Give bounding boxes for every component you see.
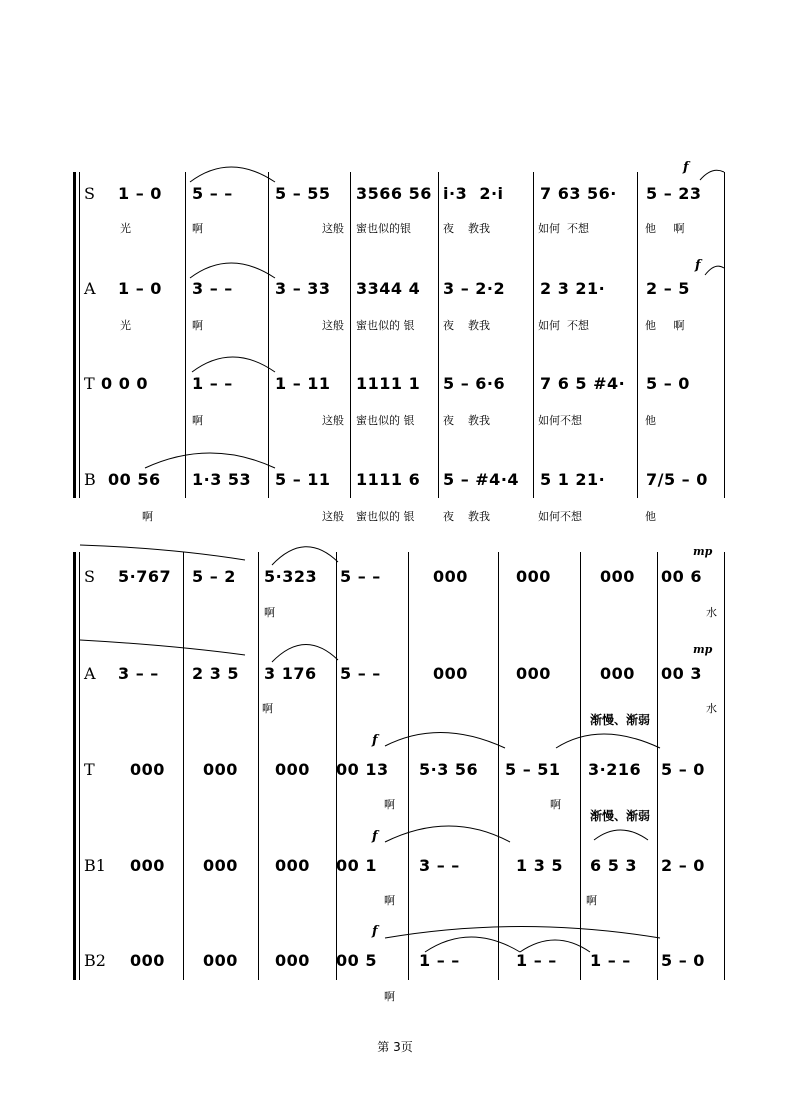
lyric: 蜜也似的 银 bbox=[356, 319, 415, 332]
slur bbox=[190, 167, 275, 182]
notes-measure: 1 – – bbox=[516, 951, 557, 970]
notes-measure: 000 bbox=[275, 856, 310, 875]
slur bbox=[385, 927, 660, 939]
notes-measure: 2 – 5 bbox=[646, 279, 690, 298]
lyric: 这般 bbox=[322, 319, 344, 332]
lyric: 啊 bbox=[384, 990, 395, 1003]
lyric: 如何 不想 bbox=[538, 319, 589, 332]
notes-measure: 6 5 3 bbox=[590, 856, 638, 875]
dynamic-marking: mp bbox=[693, 545, 713, 558]
notes-measure: 7 63 56· bbox=[540, 184, 617, 203]
lyric: 夜 教我 bbox=[443, 222, 490, 235]
notes-measure: 3·216 bbox=[588, 760, 642, 779]
lyric: 这般 bbox=[322, 222, 344, 235]
lyric: 他 啊 bbox=[645, 222, 685, 235]
expression-marking: 渐慢、渐弱 bbox=[590, 713, 651, 727]
slur bbox=[192, 357, 275, 372]
voice-label-bass: B bbox=[84, 470, 96, 489]
lyric: 啊 bbox=[142, 510, 153, 523]
notes-measure: 1111 6 bbox=[356, 470, 421, 489]
slur bbox=[700, 170, 724, 180]
notes-measure: 000 bbox=[516, 664, 551, 683]
notes-measure: 7 6 5 #4· bbox=[540, 374, 626, 393]
notes-measure: 000 bbox=[275, 951, 310, 970]
notes-measure: 000 bbox=[203, 951, 238, 970]
slur bbox=[190, 263, 275, 278]
slur bbox=[272, 644, 338, 662]
notes-measure: 00 1 bbox=[336, 856, 377, 875]
voice-label-tenor: T bbox=[84, 760, 95, 779]
slur bbox=[425, 937, 520, 952]
notes-measure: 2 3 5 bbox=[192, 664, 240, 683]
notes-measure: 2 3 21· bbox=[540, 279, 606, 298]
lyric: 啊 bbox=[384, 798, 395, 811]
notes-measure: 000 bbox=[433, 567, 468, 586]
notes-measure: 000 bbox=[203, 760, 238, 779]
notes-measure: 000 bbox=[275, 760, 310, 779]
notes-measure: 3 – 2·2 bbox=[443, 279, 506, 298]
lyric: 啊 bbox=[586, 894, 597, 907]
notes-measure: 3 176 bbox=[264, 664, 317, 683]
notes-measure: 5 – 55 bbox=[275, 184, 331, 203]
notes-measure: 5 – – bbox=[192, 184, 233, 203]
notes-measure: 000 bbox=[433, 664, 468, 683]
notes-measure: 1111 1 bbox=[356, 374, 421, 393]
notes-measure: 000 bbox=[203, 856, 238, 875]
notes-measure: 5 – 2 bbox=[192, 567, 236, 586]
notes-measure: 5 – 0 bbox=[646, 374, 690, 393]
lyric: 蜜也似的银 bbox=[356, 222, 411, 235]
notes-measure: 2 – 0 bbox=[661, 856, 705, 875]
lyric: 啊 bbox=[264, 606, 275, 619]
notes-measure: 5 – 11 bbox=[275, 470, 331, 489]
notes-measure: 000 bbox=[130, 760, 165, 779]
notes-measure: i·3 2·i bbox=[443, 184, 504, 203]
notes-measure: 000 bbox=[130, 951, 165, 970]
lyric: 如何不想 bbox=[538, 414, 582, 427]
notes-measure: 00 56 bbox=[108, 470, 161, 489]
slur bbox=[80, 545, 245, 560]
lyric: 如何不想 bbox=[538, 510, 582, 523]
lyric: 他 啊 bbox=[645, 319, 685, 332]
notes-measure: 5 – 0 bbox=[661, 951, 705, 970]
notes-measure: 5 – – bbox=[340, 567, 381, 586]
notes-measure: 5 – 0 bbox=[661, 760, 705, 779]
notes-measure: 3 – 33 bbox=[275, 279, 331, 298]
lyric: 如何 不想 bbox=[538, 222, 589, 235]
notes-measure: 00 13 bbox=[336, 760, 389, 779]
lyric: 啊 bbox=[192, 414, 203, 427]
expression-marking: 渐慢、渐弱 bbox=[590, 809, 651, 823]
notes-measure: 00 6 bbox=[661, 567, 702, 586]
lyric: 这般 bbox=[322, 510, 344, 523]
notes-measure: 1 – – bbox=[192, 374, 233, 393]
lyric: 夜 教我 bbox=[443, 414, 490, 427]
dynamic-marking: mp bbox=[693, 643, 713, 656]
dynamic-marking: f bbox=[683, 160, 689, 175]
slur bbox=[272, 547, 338, 565]
notes-measure: 1 – – bbox=[590, 951, 631, 970]
slur bbox=[385, 826, 510, 842]
voice-label-alto: A bbox=[84, 279, 96, 298]
notes-measure: 5 – #4·4 bbox=[443, 470, 520, 489]
notes-measure: 000 bbox=[516, 567, 551, 586]
notes-measure: 7/5 – 0 bbox=[646, 470, 708, 489]
slur bbox=[556, 734, 660, 748]
lyric: 啊 bbox=[192, 222, 203, 235]
lyric: 啊 bbox=[384, 894, 395, 907]
notes-measure: 1 – 0 bbox=[118, 184, 162, 203]
dynamic-marking: f bbox=[695, 258, 701, 273]
voice-label-tenor: T bbox=[84, 374, 95, 393]
slur bbox=[594, 830, 648, 840]
lyric: 水 bbox=[706, 702, 717, 715]
notes-measure: 3 – – bbox=[192, 279, 233, 298]
dynamic-marking: f bbox=[372, 733, 378, 748]
lyric: 他 bbox=[645, 414, 656, 427]
notes-measure: 000 bbox=[600, 664, 635, 683]
voice-label-bass-2: B2 bbox=[84, 951, 106, 970]
lyric: 夜 教我 bbox=[443, 510, 490, 523]
lyric: 夜 教我 bbox=[443, 319, 490, 332]
page-number: 第 3页 bbox=[377, 1040, 413, 1054]
notes-measure: 1 3 5 bbox=[516, 856, 564, 875]
lyric: 啊 bbox=[262, 702, 273, 715]
slur bbox=[520, 940, 590, 952]
slur bbox=[80, 640, 245, 655]
lyric: 光 bbox=[120, 319, 131, 332]
notes-measure: 000 bbox=[600, 567, 635, 586]
notes-measure: 5·767 bbox=[118, 567, 172, 586]
slur bbox=[145, 453, 275, 468]
lyric: 他 bbox=[645, 510, 656, 523]
lyric: 啊 bbox=[192, 319, 203, 332]
notes-measure: 5·323 bbox=[264, 567, 318, 586]
dynamic-marking: f bbox=[372, 829, 378, 844]
voice-label-soprano: S bbox=[84, 567, 95, 586]
notes-measure: 00 5 bbox=[336, 951, 377, 970]
lyric: 这般 bbox=[322, 414, 344, 427]
notes-measure: 00 3 bbox=[661, 664, 702, 683]
voice-label-bass-1: B1 bbox=[84, 856, 106, 875]
dynamic-marking: f bbox=[372, 924, 378, 939]
notes-measure: 1 – 11 bbox=[275, 374, 331, 393]
lyric: 啊 bbox=[550, 798, 561, 811]
voice-label-alto: A bbox=[84, 664, 96, 683]
lyric: 光 bbox=[120, 222, 131, 235]
notes-measure: 5 – 51 bbox=[505, 760, 561, 779]
notes-measure: 5 – 6·6 bbox=[443, 374, 506, 393]
lyric: 蜜也似的 银 bbox=[356, 510, 415, 523]
notes-measure: 3344 4 bbox=[356, 279, 421, 298]
notes-measure: 5·3 56 bbox=[419, 760, 479, 779]
notes-measure: 5 1 21· bbox=[540, 470, 606, 489]
notes-measure: 5 – 23 bbox=[646, 184, 702, 203]
notes-measure: 1 – – bbox=[419, 951, 460, 970]
notes-measure: 5 – – bbox=[340, 664, 381, 683]
lyric: 水 bbox=[706, 606, 717, 619]
notes-measure: 1·3 53 bbox=[192, 470, 252, 489]
notes-measure: 000 bbox=[130, 856, 165, 875]
slur bbox=[705, 266, 724, 275]
notes-measure: 0 0 0 bbox=[101, 374, 149, 393]
notes-measure: 3566 56 bbox=[356, 184, 432, 203]
notes-measure: 3 – – bbox=[118, 664, 159, 683]
lyric: 蜜也似的 银 bbox=[356, 414, 415, 427]
notes-measure: 3 – – bbox=[419, 856, 460, 875]
slur bbox=[385, 732, 505, 748]
notes-measure: 1 – 0 bbox=[118, 279, 162, 298]
voice-label-soprano: S bbox=[84, 184, 95, 203]
